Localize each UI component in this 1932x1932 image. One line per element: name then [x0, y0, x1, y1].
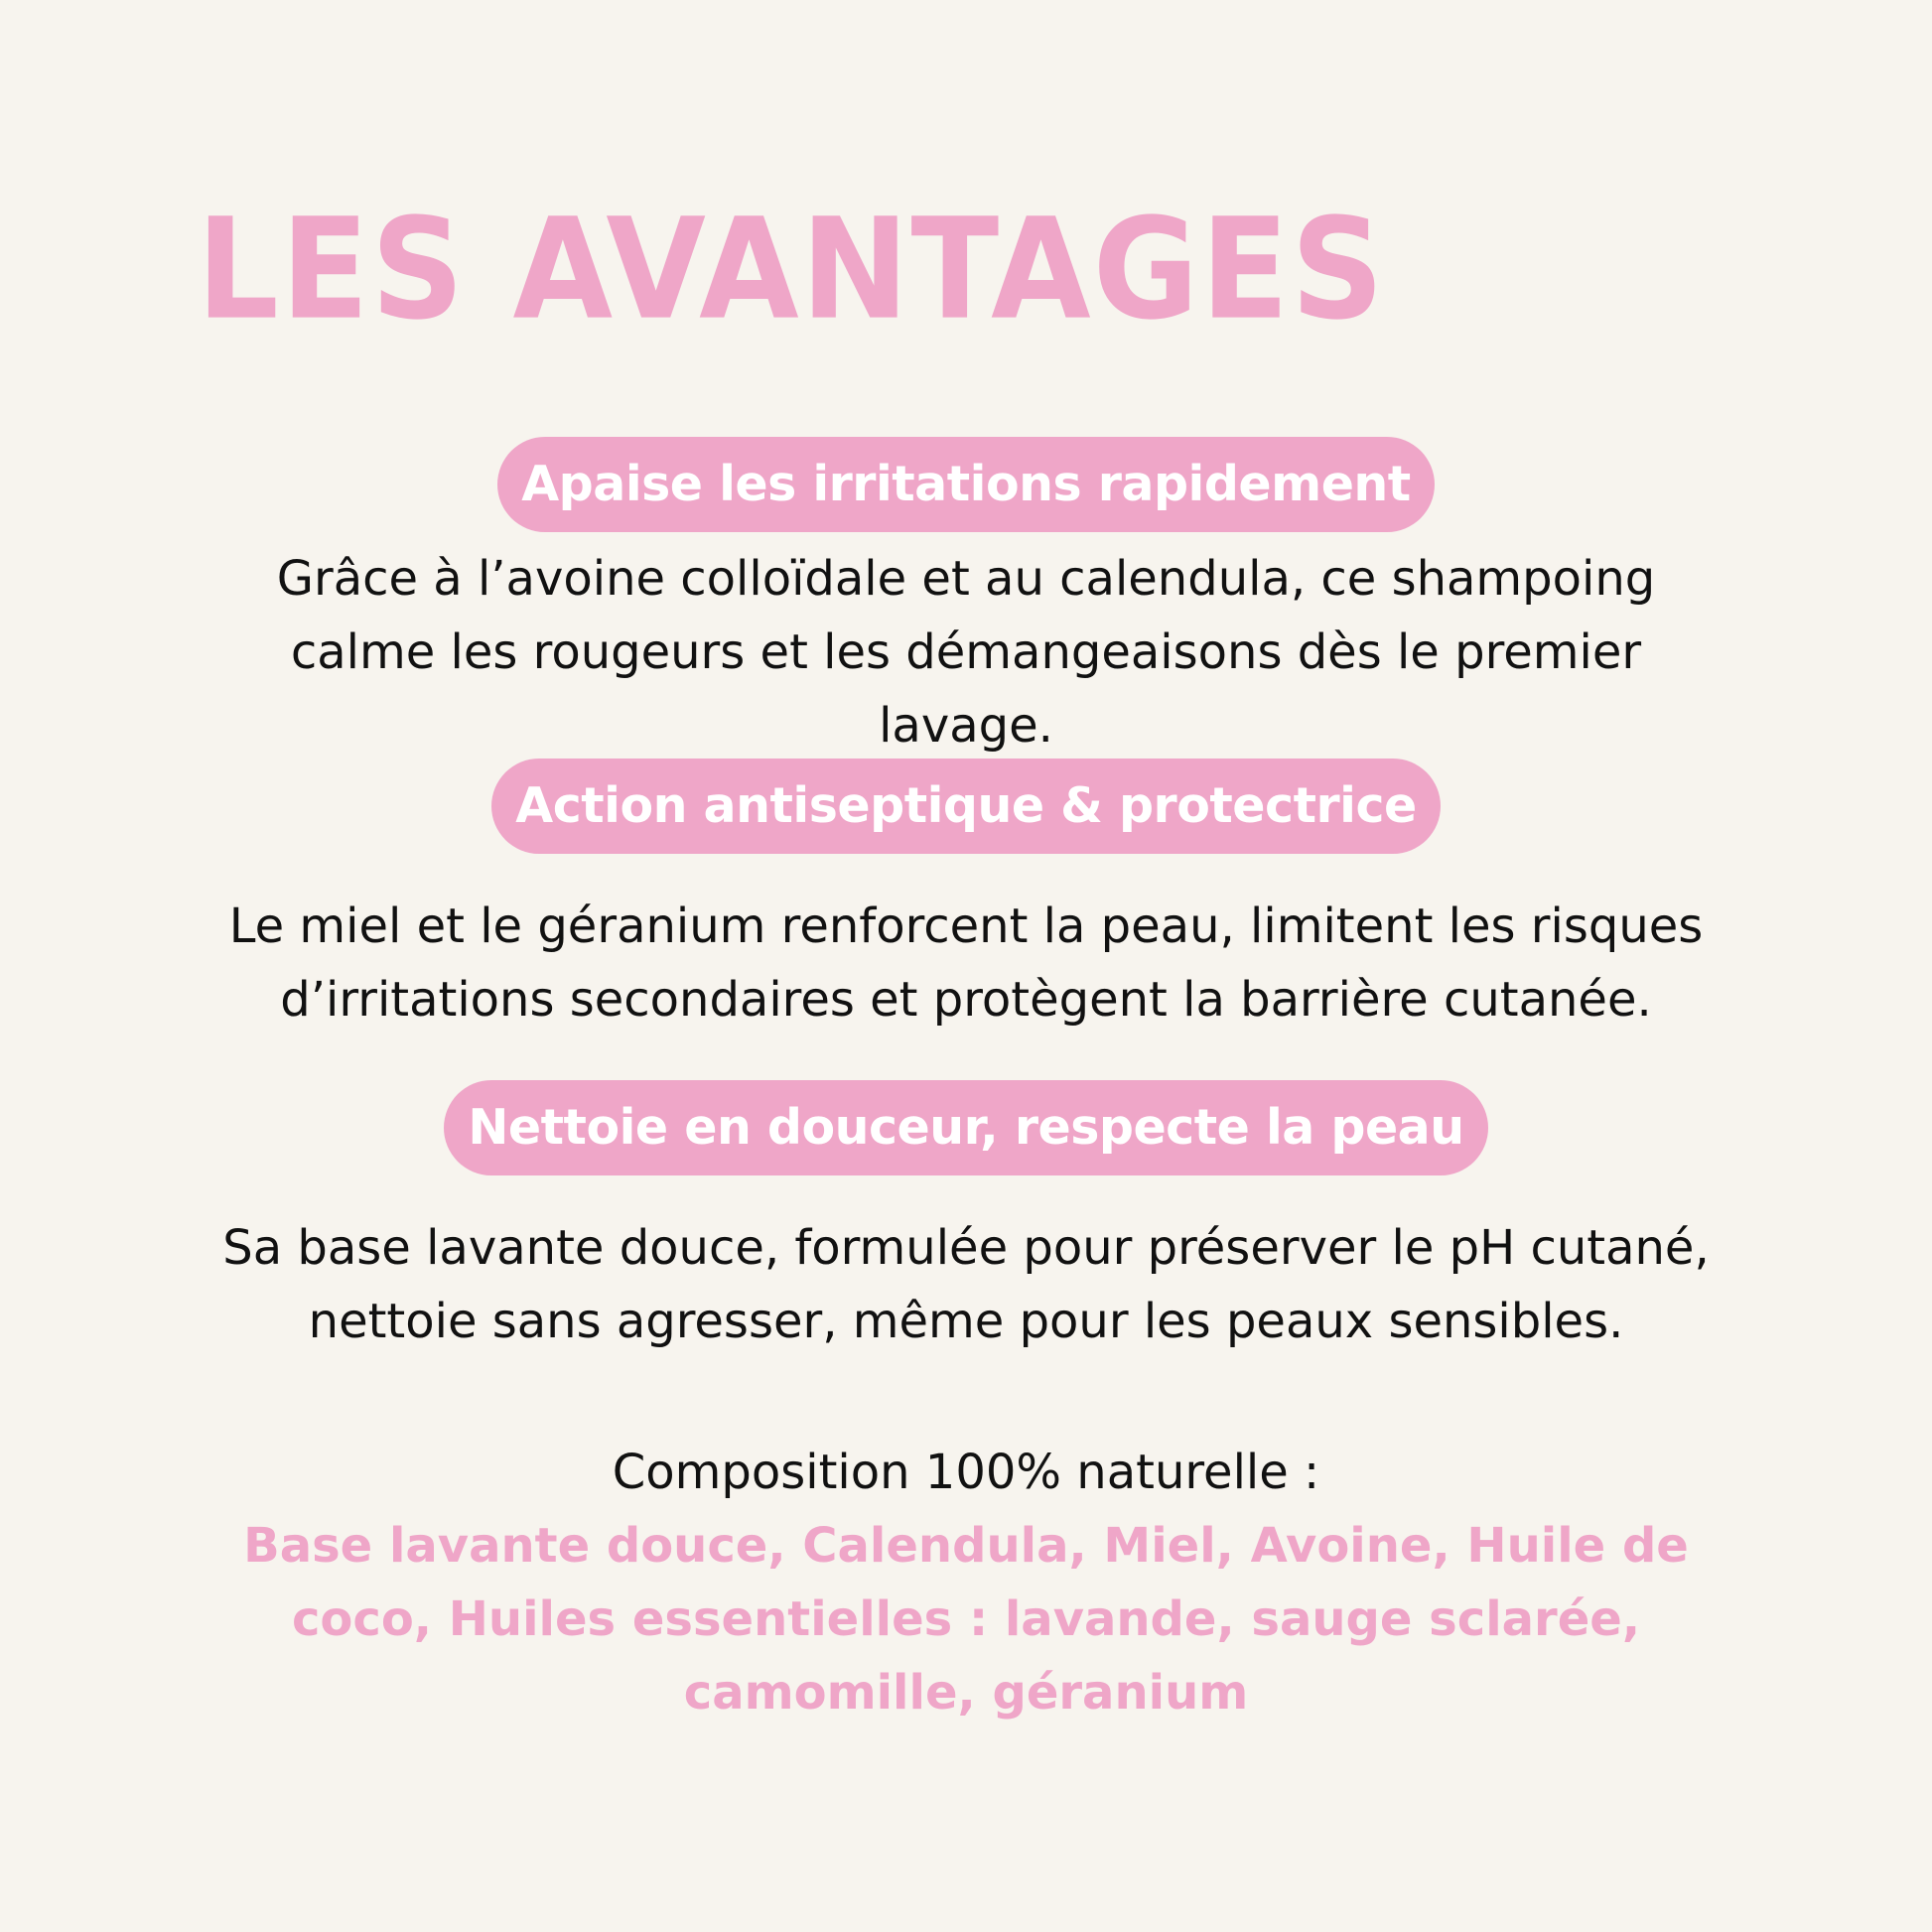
benefit-1-description — [139, 542, 1793, 762]
benefit-2-line-2: d’irritations secondaires et protègent la barrière cutanée. — [280, 972, 1652, 1028]
benefit-2-heading-row — [0, 759, 1932, 854]
ingredients-line-2: coco, Huiles essentielles : lavande, sauge sclarée, — [291, 1591, 1641, 1647]
benefit-2-heading-pill: Action antiseptique & protectrice — [491, 759, 1440, 854]
ingredients-list — [139, 1509, 1793, 1729]
benefit-1-heading-pill: Apaise les irritations rapidement — [497, 437, 1434, 532]
benefit-3-line-2: nettoie sans agresser, même pour les peaux sensibles. — [308, 1294, 1624, 1349]
benefit-2-line-1: Le miel et le géranium renforcent la peau, limitent les risques — [228, 898, 1704, 954]
benefit-1-heading-row — [0, 437, 1932, 532]
benefit-3-description — [139, 1211, 1793, 1358]
benefit-3-heading-row — [0, 1080, 1932, 1175]
composition-label: Composition 100% naturelle : — [612, 1445, 1320, 1500]
ingredients-line-1: Base lavante douce, Calendula, Miel, Avoine, Huile de — [243, 1518, 1689, 1574]
page-title: LES AVANTAGES — [197, 187, 1386, 351]
benefit-3-line-1: Sa base lavante douce, formulée pour préserver le pH cutané, — [222, 1220, 1710, 1276]
benefit-1-line-2: calme les rougeurs et les démangeaisons dès le premier — [290, 624, 1642, 680]
benefit-3-heading-pill: Nettoie en douceur, respecte la peau — [444, 1080, 1487, 1175]
benefit-1-line-1: Grâce à l’avoine colloïdale et au calendula, ce shampoing — [276, 551, 1656, 607]
benefit-1-line-3: lavage. — [879, 698, 1053, 754]
benefit-2-description — [139, 890, 1793, 1036]
ingredients-line-3: camomille, géranium — [683, 1665, 1249, 1721]
